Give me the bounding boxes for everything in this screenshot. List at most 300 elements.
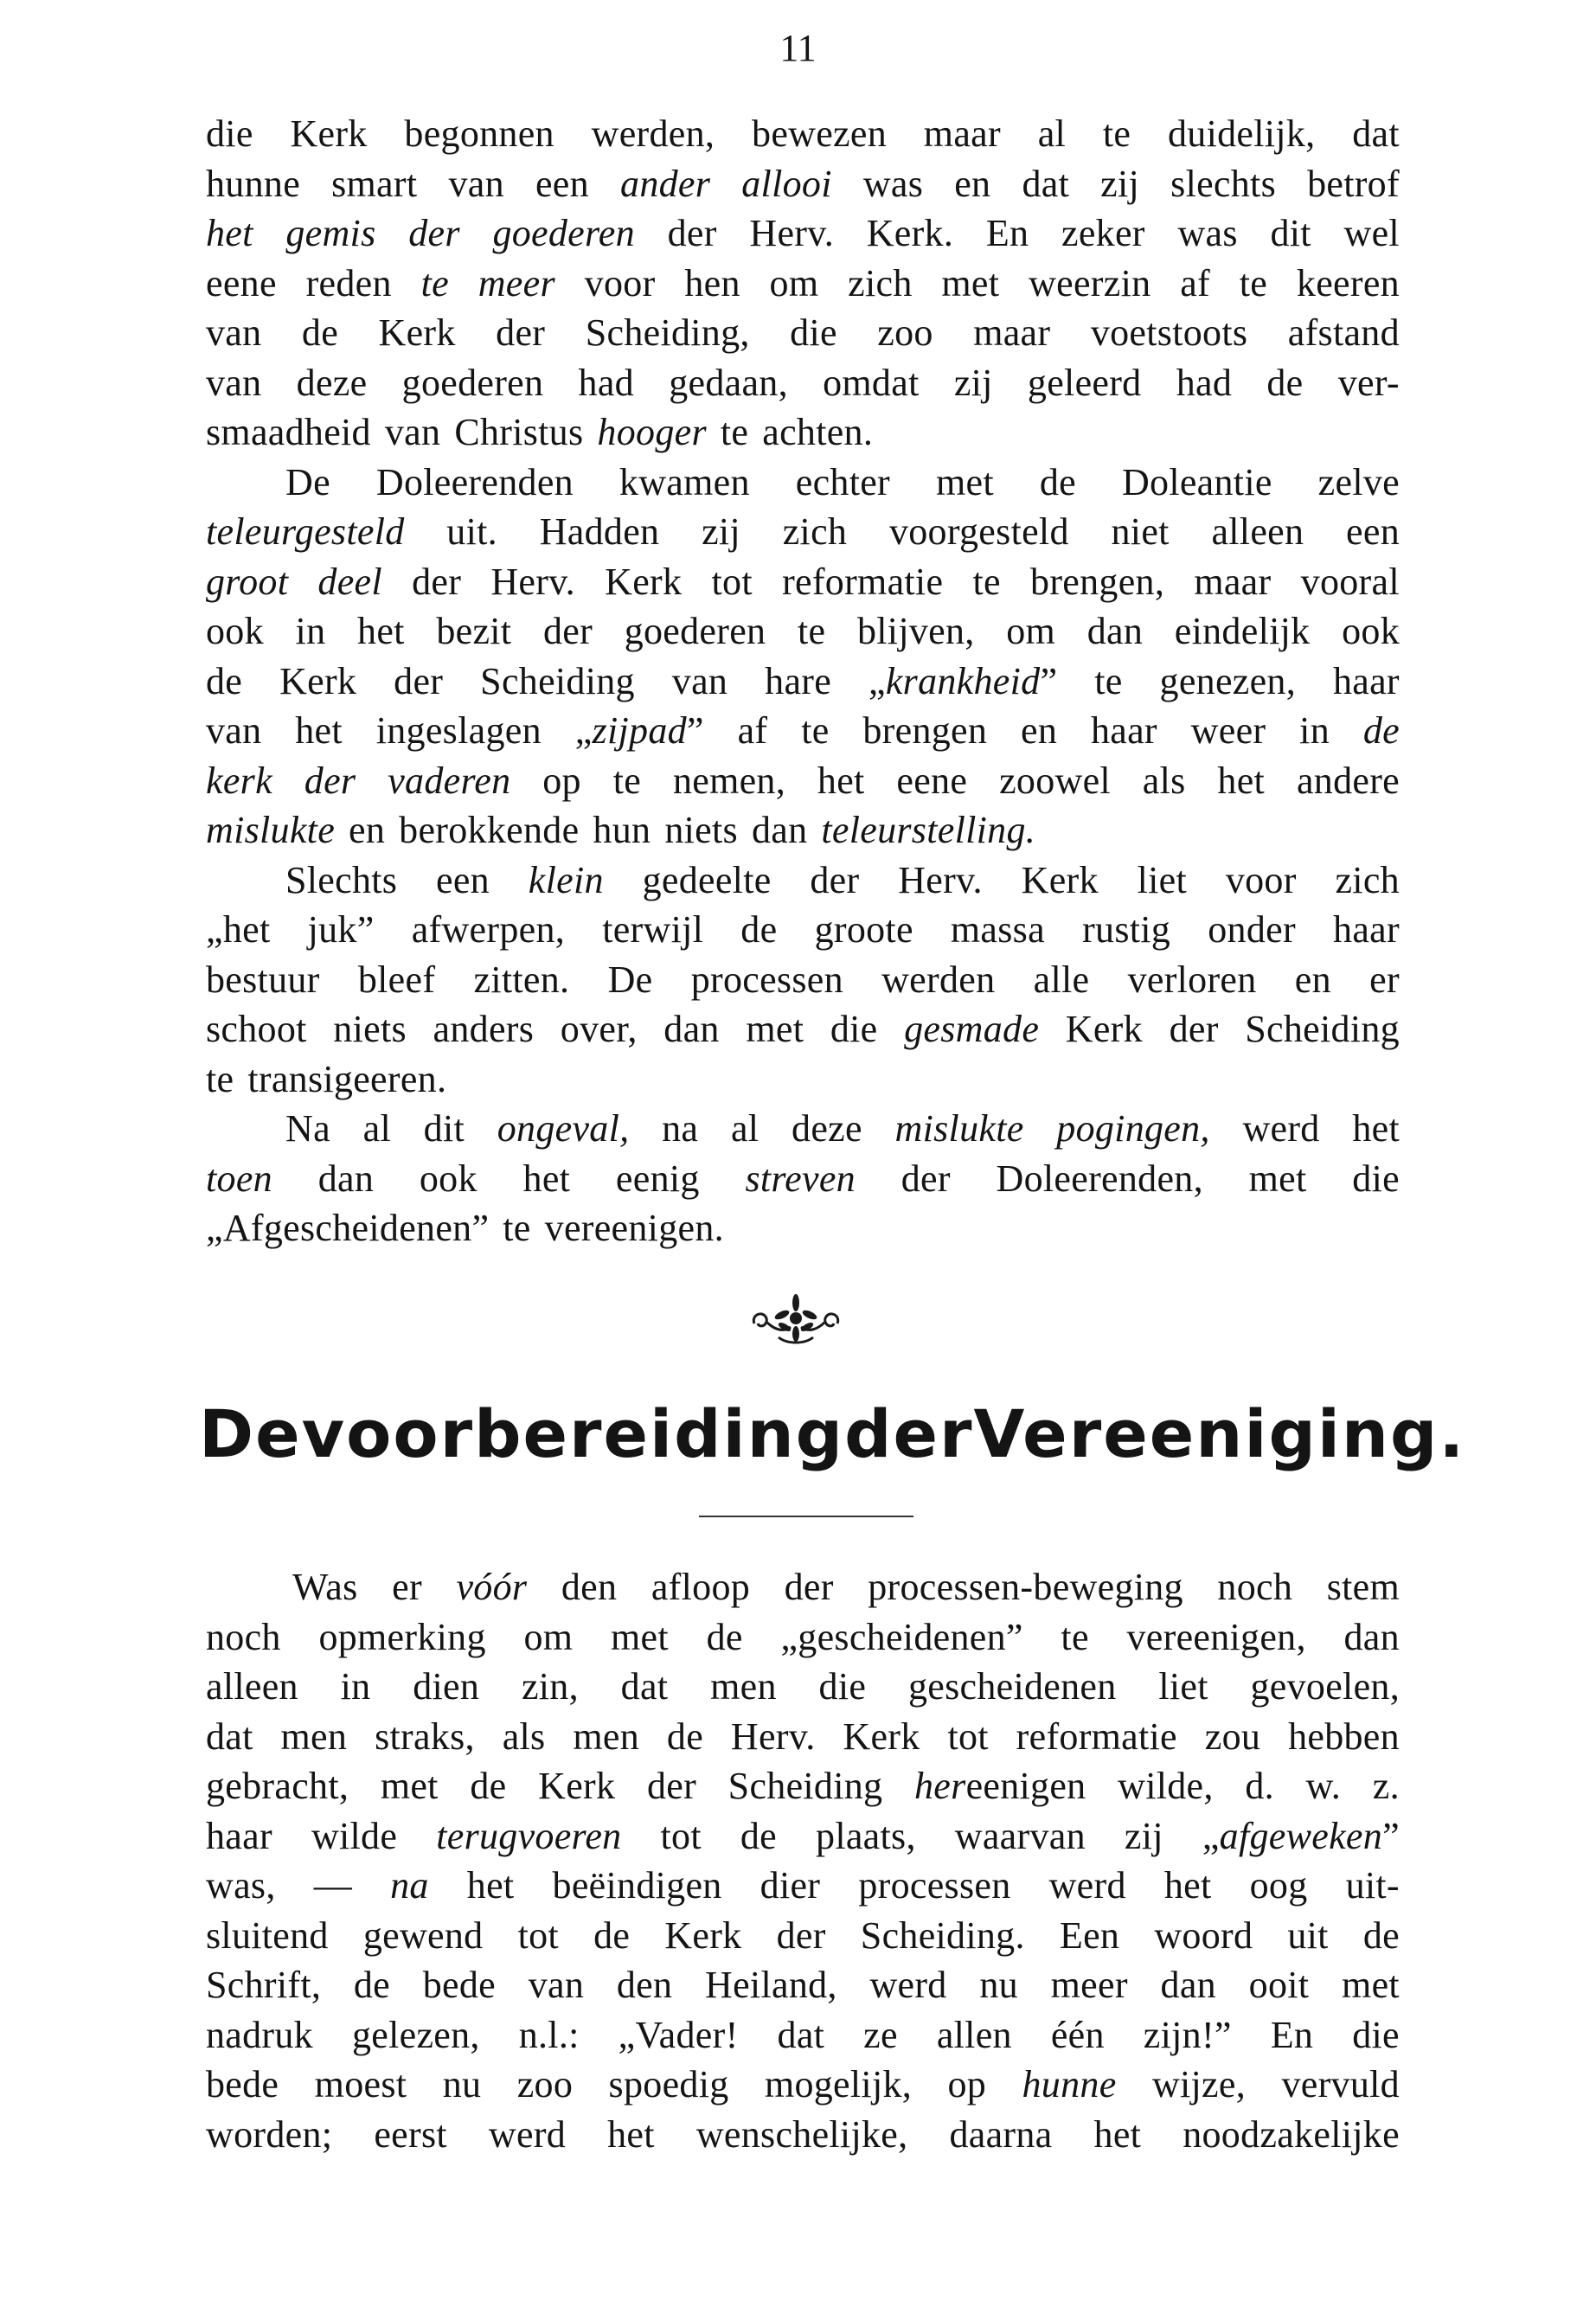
italic-text: vaderen	[388, 759, 511, 802]
text: dan	[751, 809, 808, 851]
text: Scheiding	[1245, 1008, 1400, 1050]
text: Herv.	[749, 212, 834, 254]
text: mogelijk,	[764, 2063, 913, 2106]
italic-text: hooger	[597, 411, 707, 453]
word	[619, 458, 750, 508]
word	[454, 407, 583, 458]
text: „Afgescheidenen”	[206, 1207, 490, 1249]
word	[702, 507, 740, 557]
word	[206, 2010, 313, 2061]
text: om	[523, 1615, 574, 1658]
word	[816, 1811, 916, 1862]
word	[707, 1612, 743, 1663]
word	[363, 1911, 484, 1961]
text: afloop	[651, 1566, 751, 1608]
word	[914, 1761, 1086, 1811]
text: zin,	[521, 1665, 579, 1708]
text: het	[607, 2112, 655, 2156]
text: andere	[1296, 759, 1400, 802]
word	[861, 1911, 1025, 1961]
text: Herv.	[898, 858, 983, 901]
word	[295, 706, 343, 756]
italic-text: het	[206, 212, 253, 254]
text: niets	[664, 809, 738, 851]
word	[308, 905, 375, 955]
word	[868, 1562, 1183, 1612]
text: waarvan	[954, 1814, 1086, 1857]
text: nadruk	[206, 2013, 313, 2056]
word	[285, 208, 375, 259]
word	[741, 159, 831, 209]
text: na	[662, 1107, 699, 1150]
text: omdat	[823, 361, 920, 404]
word	[1170, 1004, 1219, 1054]
text: het	[466, 1864, 515, 1907]
text: alleen	[1211, 510, 1304, 553]
text: die	[1352, 2013, 1400, 2056]
word	[206, 259, 277, 309]
text: had	[578, 361, 634, 404]
word	[586, 308, 750, 358]
text: ”	[1382, 1814, 1400, 1857]
italic-text: mislukte	[894, 1107, 1024, 1150]
text: brengen	[862, 709, 988, 752]
italic-text: gesmade	[904, 1008, 1040, 1050]
word	[1029, 259, 1151, 309]
word	[954, 159, 990, 209]
italic-text: klein	[528, 858, 604, 901]
text: ze	[863, 2013, 898, 2056]
text: plaats,	[816, 1814, 916, 1857]
word	[1082, 905, 1170, 955]
text: niets	[333, 1008, 407, 1050]
word	[862, 706, 987, 756]
word	[1338, 358, 1400, 408]
text: te	[972, 560, 1001, 603]
word	[1250, 1662, 1400, 1712]
text: te	[1239, 261, 1268, 304]
text: te	[1094, 659, 1123, 702]
word	[573, 1712, 639, 1762]
word	[593, 805, 651, 856]
word	[908, 1662, 1117, 1712]
italic-text: na	[390, 1864, 429, 1907]
word	[863, 2010, 898, 2061]
word	[1051, 2010, 1105, 2061]
word	[318, 1612, 485, 1663]
text: het	[1163, 1864, 1212, 1907]
word	[206, 308, 261, 358]
word	[617, 1960, 672, 2010]
word	[1094, 2110, 1142, 2160]
word	[281, 1712, 348, 1762]
italic-text: terugvoeren	[436, 1814, 622, 1857]
text: uit.	[446, 510, 497, 553]
text: dan	[663, 1008, 720, 1050]
word	[1143, 756, 1186, 806]
word	[1217, 756, 1265, 806]
word	[752, 805, 807, 856]
text: dat	[1352, 112, 1400, 155]
text: afstand	[1287, 311, 1400, 354]
text: als	[1142, 759, 1186, 802]
word	[518, 1911, 559, 1961]
text: voetstoots	[1090, 311, 1248, 354]
text: in	[295, 610, 326, 652]
text: goederen	[401, 361, 544, 404]
word	[661, 1811, 702, 1862]
word	[738, 706, 768, 756]
text: dan	[1086, 610, 1144, 652]
italic-text: goederen	[492, 212, 635, 254]
page-number: 11	[779, 27, 817, 69]
word	[1352, 1154, 1400, 1204]
word	[206, 657, 242, 707]
word	[760, 1861, 821, 1911]
italic-text: kerk	[206, 759, 272, 802]
text: de	[1266, 361, 1304, 404]
word	[1022, 159, 1069, 209]
text: te	[720, 411, 749, 453]
text-line	[206, 1612, 1400, 1663]
text: „	[1202, 1814, 1220, 1857]
text: de	[301, 311, 339, 354]
text: der	[1169, 1008, 1219, 1050]
word	[436, 856, 490, 906]
word	[1125, 1811, 1163, 1862]
italic-text: mislukte	[206, 809, 336, 851]
word	[292, 1562, 358, 1612]
text: eene	[206, 261, 277, 304]
word	[1158, 1662, 1208, 1712]
text: spoedig	[608, 2063, 729, 2106]
text: de	[706, 1615, 743, 1658]
text: „gescheidenen”	[780, 1615, 1023, 1658]
text: Scheiding.	[860, 1913, 1025, 1957]
text: processen	[690, 958, 843, 1001]
word	[206, 905, 270, 955]
word	[492, 208, 634, 259]
text: afwerpen,	[411, 908, 566, 951]
word	[522, 1662, 579, 1712]
text: gelezen,	[351, 2013, 480, 2056]
word	[385, 407, 440, 458]
text: onder	[1208, 908, 1296, 951]
text: al	[1037, 112, 1067, 155]
word	[691, 955, 843, 1005]
text: vereenigen,	[1126, 1615, 1306, 1658]
word	[1126, 1612, 1305, 1663]
word	[770, 259, 819, 309]
text-line	[206, 1911, 1400, 1961]
word	[436, 606, 511, 657]
text: geleerd	[1027, 361, 1142, 404]
word	[206, 208, 253, 259]
word	[1160, 657, 1297, 707]
text: te	[1061, 1615, 1089, 1658]
word	[206, 507, 405, 557]
text: En	[1270, 2013, 1314, 2056]
text: d.	[1245, 1765, 1274, 1807]
text: Kerk	[538, 1765, 616, 1807]
text: van	[206, 361, 262, 404]
word	[1138, 856, 1187, 906]
word	[503, 1712, 546, 1762]
word	[376, 706, 542, 756]
text: die	[1352, 1157, 1400, 1200]
text: te	[797, 610, 826, 652]
text: deze	[792, 1107, 862, 1150]
text: de	[1362, 1913, 1400, 1957]
word	[752, 109, 887, 159]
text: men	[710, 1665, 777, 1708]
text: dan	[317, 1157, 375, 1200]
text-line	[206, 507, 1400, 557]
text: af	[1180, 261, 1210, 304]
text: uit-	[1345, 1864, 1400, 1907]
word	[1245, 1004, 1400, 1054]
text: kwamen	[619, 460, 750, 503]
text: stem	[1326, 1566, 1400, 1608]
text: werd	[1242, 1107, 1320, 1150]
italic-text: teleurstelling.	[821, 809, 1036, 851]
text-line	[206, 2010, 1400, 2061]
text: van	[528, 1964, 585, 2006]
text: Na	[285, 1107, 330, 1150]
word	[575, 706, 704, 756]
word	[1122, 458, 1272, 508]
word	[1307, 159, 1400, 209]
word	[1352, 109, 1400, 159]
word	[877, 308, 933, 358]
text: ”	[1040, 659, 1058, 702]
text: gescheidenen	[907, 1665, 1117, 1708]
word	[553, 1861, 722, 1911]
word	[867, 208, 953, 259]
word	[777, 1911, 826, 1961]
text: Christus	[454, 411, 584, 453]
text: Schrift,	[206, 1964, 322, 2006]
text: niet	[1111, 510, 1170, 553]
word	[561, 1562, 617, 1612]
word	[1288, 308, 1400, 358]
word	[843, 1712, 920, 1762]
text: al	[362, 1107, 391, 1150]
word	[1299, 706, 1330, 756]
text: één	[1050, 2013, 1105, 2056]
word	[496, 308, 545, 358]
text: Kerk.	[866, 212, 954, 254]
italic-text: allooi	[741, 162, 832, 205]
word	[206, 1154, 272, 1204]
word	[529, 1960, 584, 2010]
word	[1038, 109, 1066, 159]
word	[869, 1960, 946, 2010]
text: Kerk	[664, 1913, 742, 1957]
text: die	[206, 112, 253, 155]
text: met	[941, 261, 1000, 304]
text: zeker	[1061, 212, 1145, 254]
text: die	[790, 311, 837, 354]
text: Slechts	[285, 858, 398, 901]
text: de	[740, 1814, 778, 1857]
word	[394, 657, 443, 707]
word	[412, 905, 565, 955]
word	[404, 109, 554, 159]
word	[470, 1761, 506, 1811]
text: al	[730, 1107, 760, 1150]
text-line	[206, 1054, 1400, 1105]
word	[951, 905, 1045, 955]
text: werden	[881, 958, 996, 1001]
italic-text: pogingen,	[1056, 1107, 1210, 1150]
text: dat	[1022, 162, 1070, 205]
word	[625, 606, 766, 657]
text: echter	[795, 460, 891, 503]
text: reformatie	[782, 560, 944, 603]
word	[1363, 1911, 1400, 1961]
text: Kerk	[279, 659, 357, 702]
text-line	[206, 1960, 1400, 2010]
text: eerst	[374, 2112, 447, 2156]
text-line	[206, 109, 1400, 159]
word	[821, 805, 1035, 856]
word	[302, 308, 338, 358]
text: werd	[1048, 1864, 1126, 1907]
text: Een	[1059, 1913, 1120, 1957]
word	[206, 1911, 329, 1961]
text: noch	[206, 1615, 281, 1658]
text: gedaan,	[669, 361, 788, 404]
word	[1168, 109, 1315, 159]
text: zijn!”	[1143, 2013, 1232, 2056]
word	[363, 1104, 391, 1154]
text: in	[340, 1665, 371, 1708]
word	[423, 1960, 496, 2010]
text: van	[206, 709, 262, 752]
word	[973, 308, 1050, 358]
text: er	[1369, 958, 1400, 1001]
italic-text: deel	[317, 560, 382, 603]
text: met	[380, 1765, 439, 1807]
text: te	[612, 759, 642, 802]
italic-text: meer	[478, 261, 555, 304]
word	[1091, 706, 1157, 756]
text-line	[206, 756, 1400, 806]
text: zoo	[877, 311, 933, 354]
word	[941, 259, 999, 309]
text: deze	[296, 361, 368, 404]
word	[749, 208, 834, 259]
text: met	[935, 460, 994, 503]
word	[1333, 905, 1400, 955]
heading-word: voorbereiding	[301, 1395, 845, 1472]
word	[746, 1004, 804, 1054]
word	[1194, 557, 1271, 607]
word	[881, 955, 995, 1005]
word	[740, 905, 777, 955]
text-line	[206, 1562, 1400, 1612]
word	[374, 2110, 447, 2160]
word	[643, 856, 772, 906]
text: brengen,	[1030, 560, 1165, 603]
text: zich	[848, 261, 913, 304]
word	[1249, 1960, 1310, 2010]
text: wel	[1343, 212, 1400, 254]
text: nu	[979, 1964, 1018, 2006]
word	[924, 109, 1001, 159]
word	[446, 507, 497, 557]
word	[1021, 706, 1057, 756]
word	[1175, 606, 1311, 657]
italic-text: toen	[206, 1157, 272, 1200]
word	[1217, 1562, 1292, 1612]
text: en	[1020, 709, 1058, 752]
text: eene	[896, 759, 968, 802]
text: het	[817, 759, 865, 802]
word	[765, 657, 831, 707]
text: dien	[413, 1665, 480, 1708]
word	[792, 1104, 862, 1154]
word	[523, 1612, 573, 1663]
text: „	[868, 659, 886, 702]
word	[710, 1662, 777, 1712]
word	[290, 109, 367, 159]
text: hen	[684, 261, 740, 304]
word	[1144, 2010, 1232, 2061]
text-line	[206, 1662, 1400, 1712]
word	[1087, 606, 1143, 657]
word	[765, 2060, 912, 2110]
word	[592, 109, 715, 159]
word	[206, 805, 335, 856]
text: genezen,	[1159, 659, 1297, 702]
text: goederen	[624, 610, 766, 652]
text: vervuld	[1281, 2063, 1400, 2106]
word	[1191, 706, 1266, 756]
word	[705, 1960, 837, 2010]
word	[801, 706, 829, 756]
text: hebben	[1288, 1715, 1400, 1758]
text: het	[1352, 1107, 1400, 1150]
word	[1297, 259, 1400, 309]
text: ver-	[1337, 361, 1400, 404]
word	[745, 1154, 856, 1204]
text: met	[1248, 1157, 1307, 1200]
word	[1352, 2010, 1400, 2061]
word	[1152, 2060, 1246, 2110]
text: te	[801, 709, 830, 752]
text: Doleerenden,	[996, 1157, 1203, 1200]
text: de	[470, 1765, 507, 1807]
word	[206, 1960, 321, 2010]
word	[979, 1960, 1018, 2010]
text: „het	[206, 908, 271, 951]
text: Doleerenden	[375, 460, 574, 503]
italic-text: ander	[620, 162, 711, 205]
heading-divider	[699, 1516, 913, 1517]
word	[597, 407, 706, 458]
text: dit	[423, 1107, 465, 1150]
word	[381, 1761, 439, 1811]
word	[896, 756, 967, 806]
word	[379, 308, 456, 358]
word	[673, 756, 785, 806]
word	[672, 657, 727, 707]
text: weer	[1190, 709, 1266, 752]
word	[1154, 1911, 1253, 1961]
word	[456, 1562, 527, 1612]
